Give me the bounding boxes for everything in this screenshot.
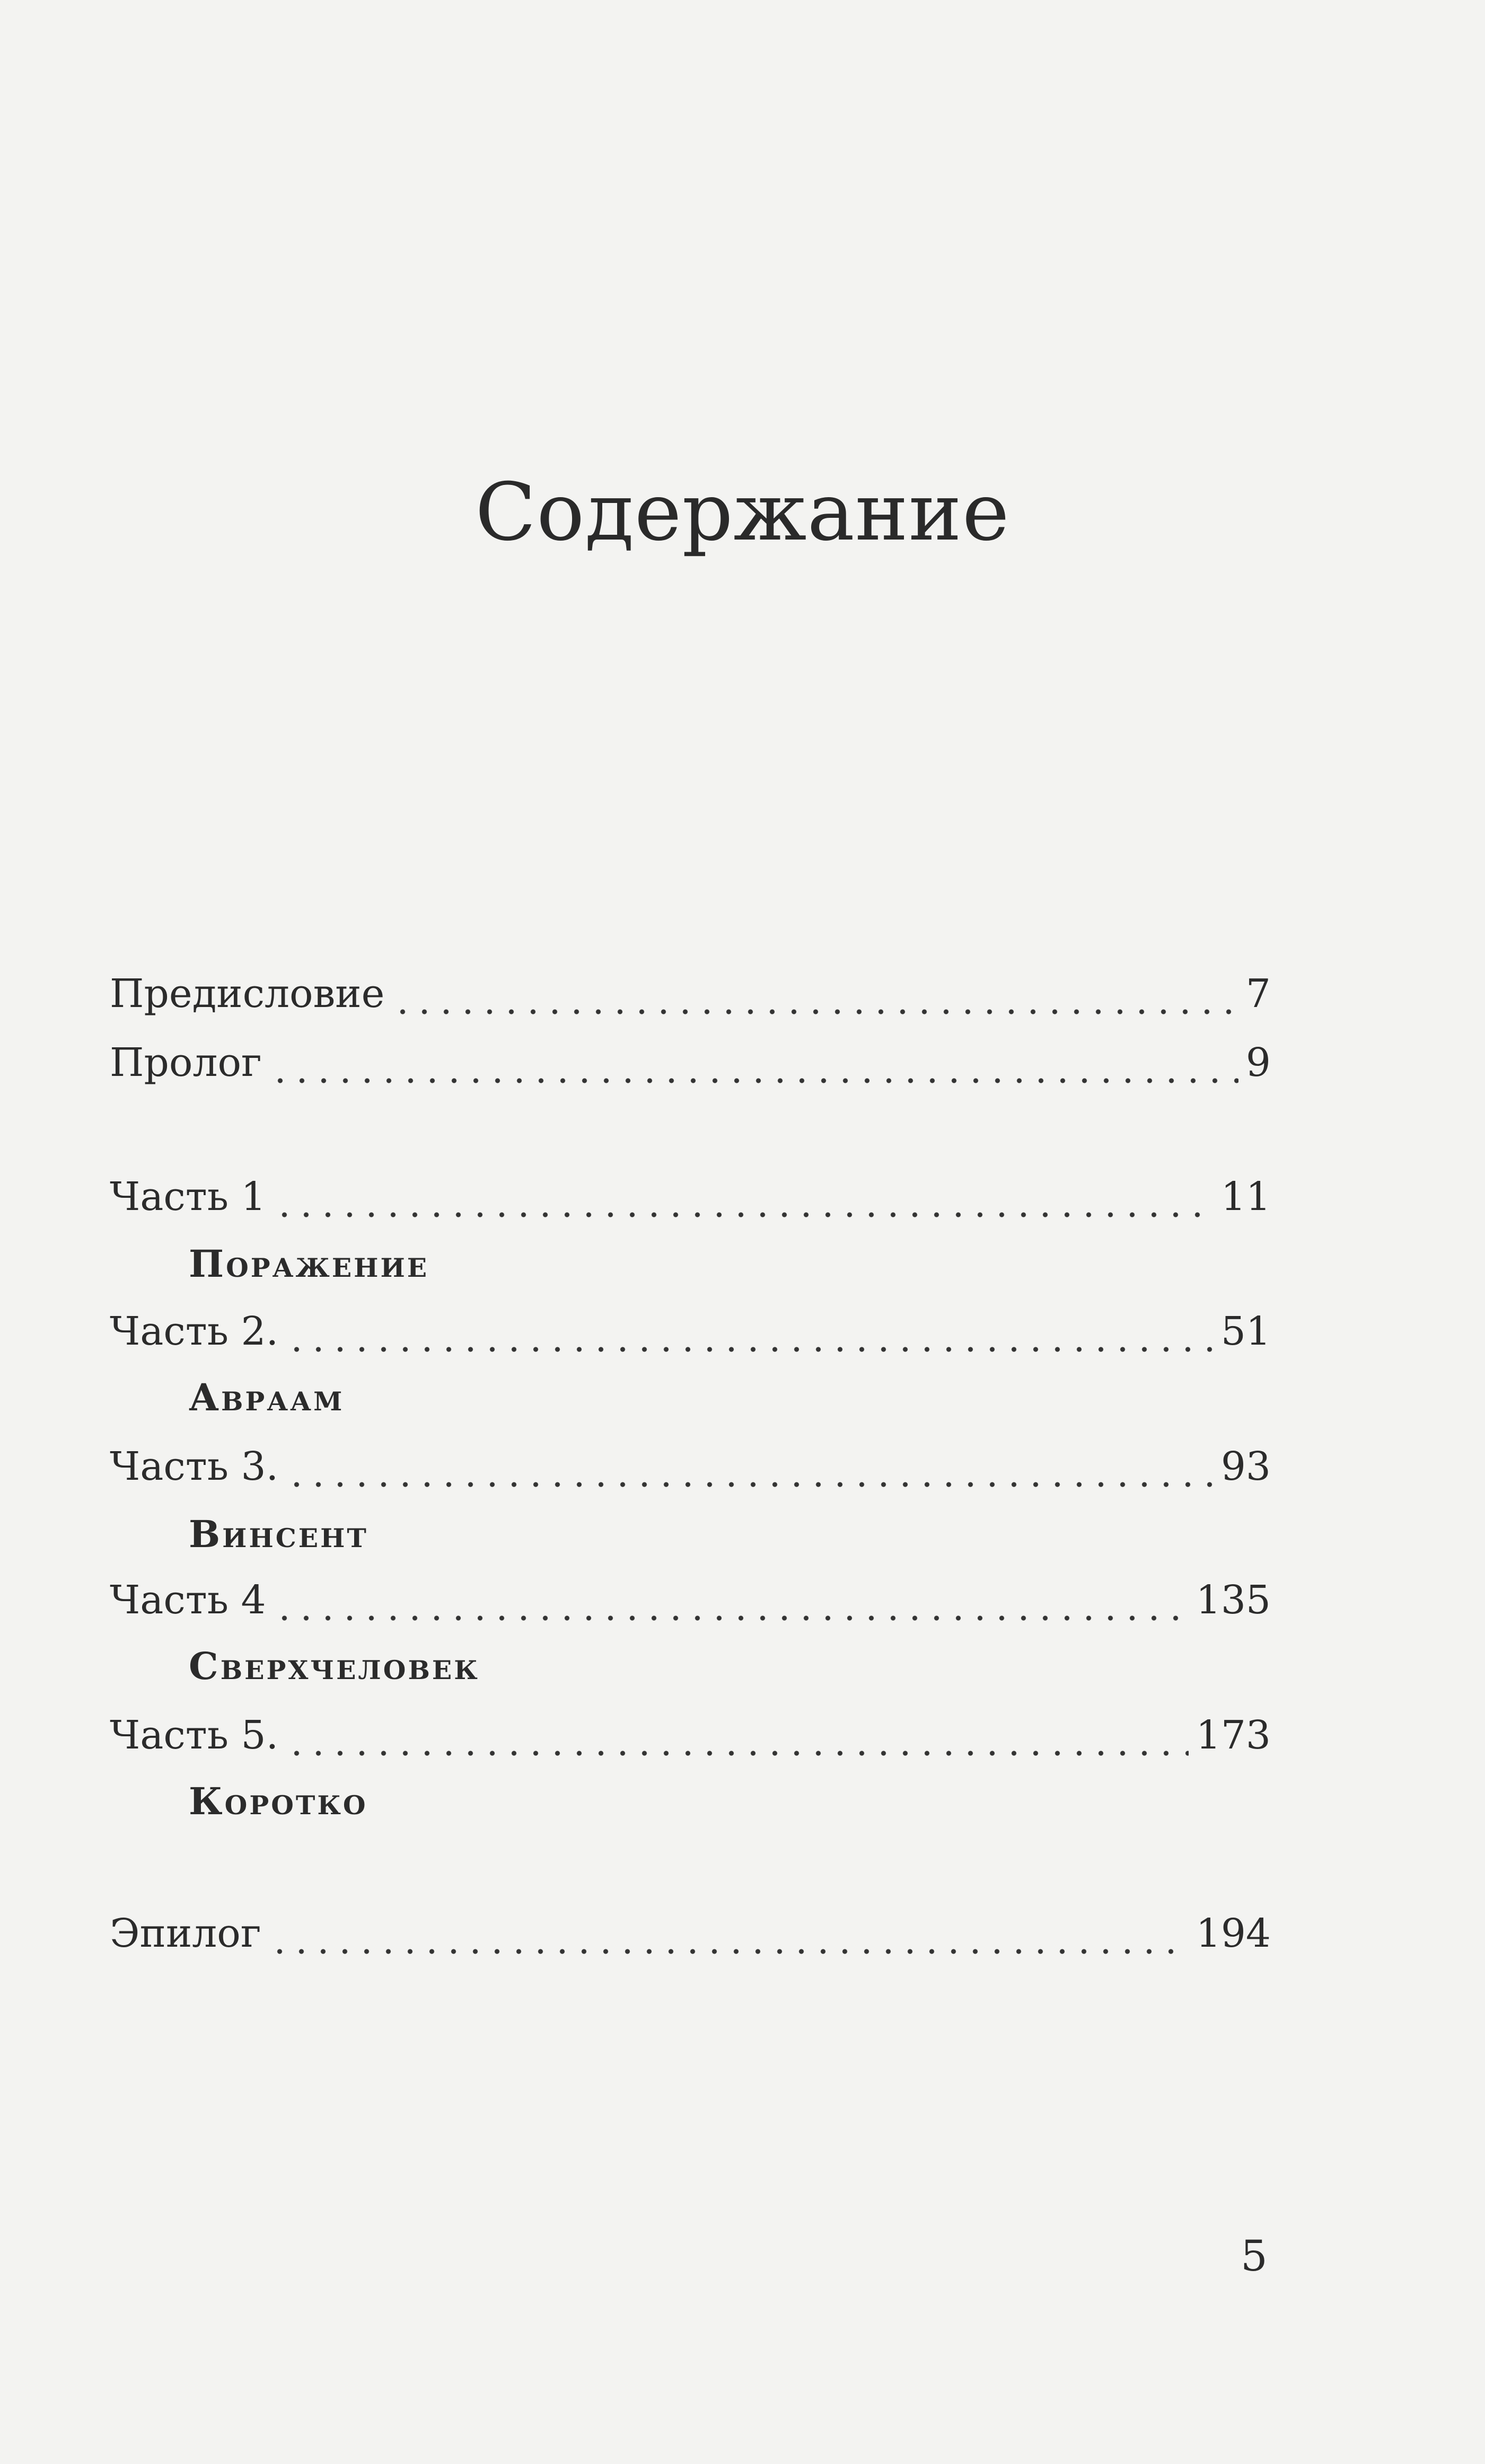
page-number: 5 xyxy=(1241,2231,1268,2281)
toc-entry-page: 9 xyxy=(1245,1040,1271,1085)
toc-entry-label: Часть 5. xyxy=(110,1712,279,1758)
toc-entry-label: Часть 2. xyxy=(110,1309,279,1354)
toc-entry-label: Эпилог xyxy=(110,1911,261,1956)
toc-entry-label: Часть 1 xyxy=(110,1174,266,1220)
part-title: Поражение xyxy=(189,1242,429,1286)
toc-entry-page: 173 xyxy=(1196,1712,1271,1758)
toc-entry xyxy=(110,965,1271,1023)
toc-entry-page: 7 xyxy=(1245,971,1271,1017)
toc-entry-label: Пролог xyxy=(110,1040,262,1085)
dot-leader xyxy=(274,1571,1189,1629)
dot-leader xyxy=(286,1437,1214,1496)
dot-leader xyxy=(269,1904,1189,1963)
toc-entry-label: Часть 3. xyxy=(110,1444,279,1489)
part-title: Коротко xyxy=(189,1779,368,1823)
part-title: Винсент xyxy=(189,1512,368,1556)
dot-leader xyxy=(286,1302,1214,1361)
toc-entry xyxy=(110,1302,1271,1361)
toc-entry-page: 51 xyxy=(1220,1309,1271,1354)
toc-entry-page: 194 xyxy=(1196,1911,1271,1956)
toc-entry xyxy=(110,1571,1271,1629)
toc-entry-page: 135 xyxy=(1196,1577,1271,1623)
toc-entry xyxy=(110,1904,1271,1963)
part-title: Сверхчеловек xyxy=(189,1644,480,1688)
toc-entry xyxy=(110,1437,1271,1496)
toc-entry-label: Часть 4 xyxy=(110,1577,266,1623)
toc-entry xyxy=(110,1168,1271,1226)
part-title: Авраам xyxy=(189,1375,345,1419)
toc-entry-label: Предисловие xyxy=(110,971,385,1017)
dot-leader xyxy=(392,965,1238,1023)
toc-entry-page: 93 xyxy=(1220,1444,1271,1489)
dot-leader xyxy=(269,1034,1238,1092)
toc-entry-page: 11 xyxy=(1220,1174,1271,1220)
page-title: Содержание xyxy=(475,466,1010,559)
dot-leader xyxy=(286,1706,1189,1764)
toc-entry xyxy=(110,1706,1271,1764)
toc-entry xyxy=(110,1034,1271,1092)
dot-leader xyxy=(274,1168,1214,1226)
